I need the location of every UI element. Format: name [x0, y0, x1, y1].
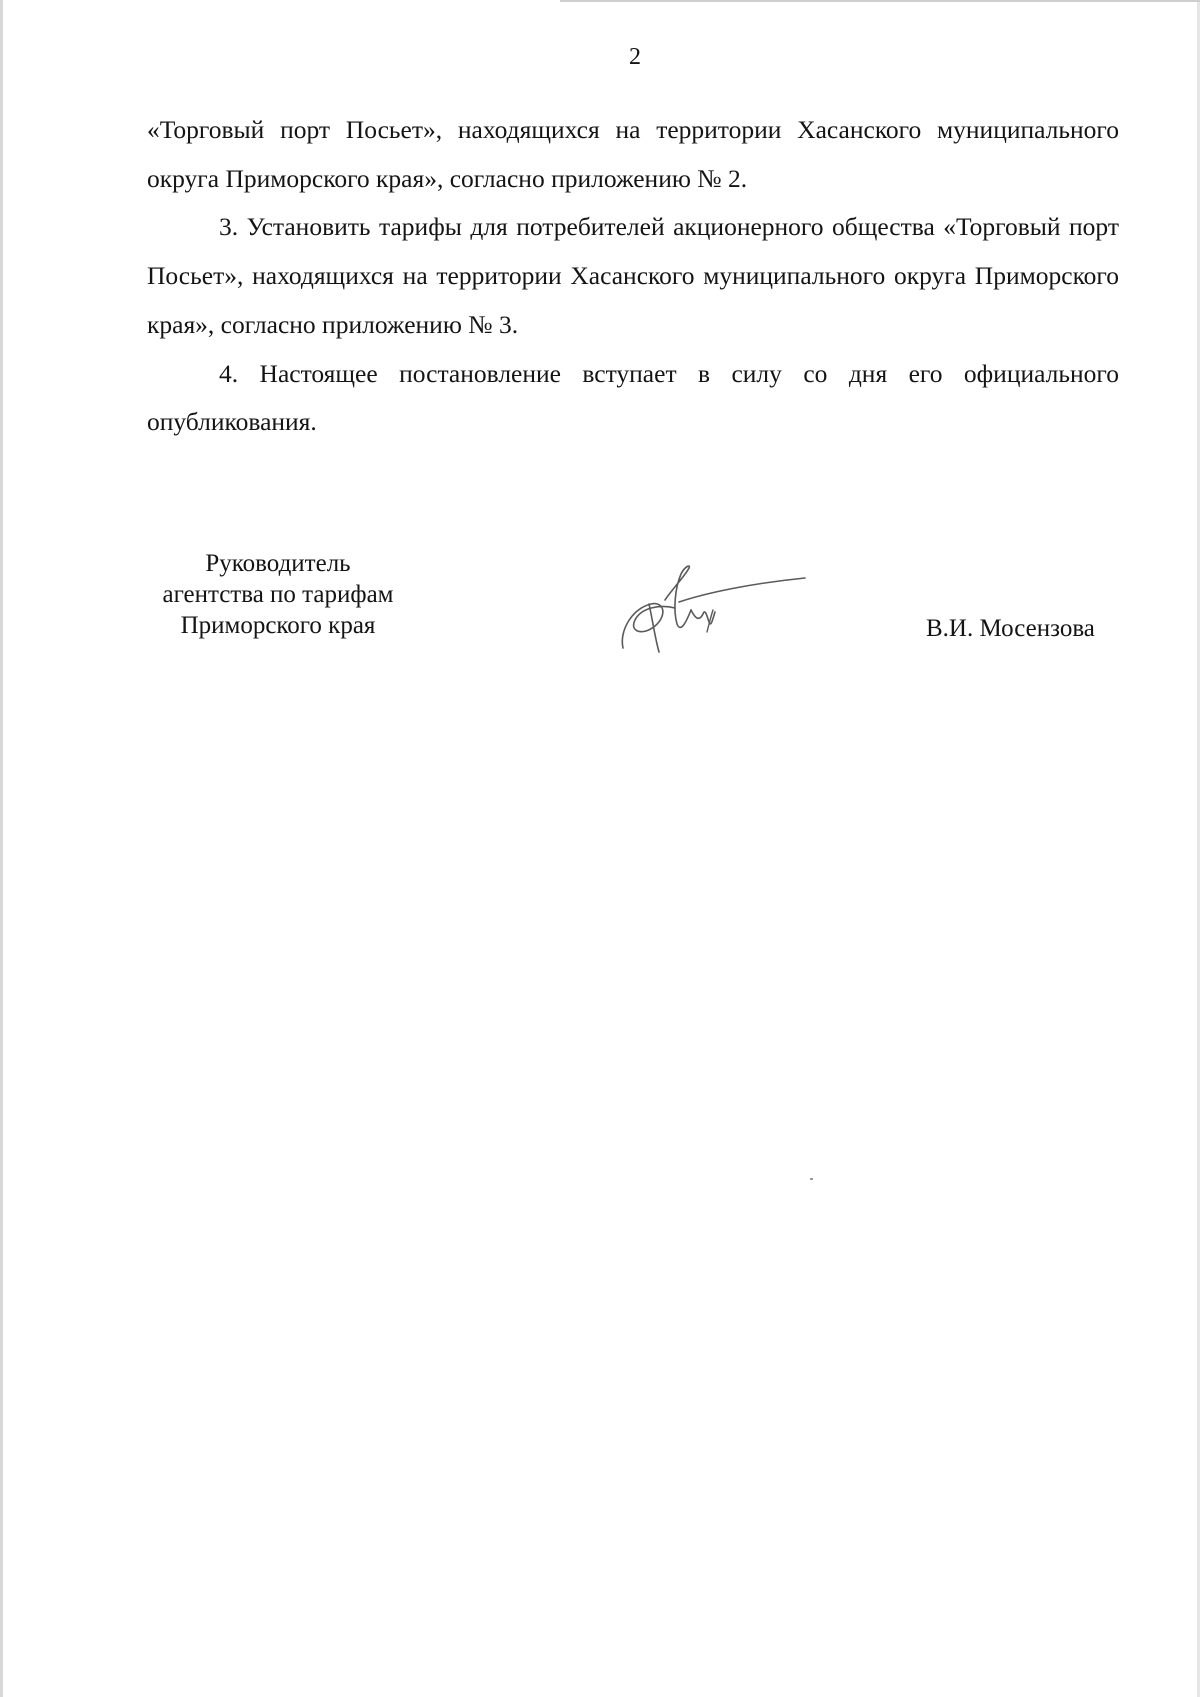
signatory-name: В.И. Мосензова	[926, 615, 1095, 642]
page-number: 2	[629, 44, 641, 70]
paragraph-item-4: 4. Настоящее постановление вступает в силу со дня его официального опубликования.	[147, 358, 1119, 437]
scan-speck	[810, 1178, 813, 1180]
scan-edge-top	[560, 0, 1200, 2]
signatory-title-line: Приморского края	[180, 612, 376, 639]
document-body	[147, 106, 1119, 447]
scan-edge-left	[0, 0, 3, 1697]
signatory-title-line: Руководитель	[205, 550, 351, 577]
signatory-title	[128, 548, 428, 641]
paragraph-item-3: 3. Установить тарифы для потребителей акционерного общества «Торговый порт Посьет», находящихся на территории Хасанского муниципального округа Приморского края», согласно приложению № 3.	[147, 212, 1119, 339]
handwritten-signature	[615, 560, 815, 660]
signatory-title-line: агентства по тарифам	[162, 581, 394, 608]
paragraph-continuation: «Торговый порт Посьет», находящихся на территории Хасанского муниципального округа Приморского края», согласно приложению № 2.	[147, 115, 1119, 193]
